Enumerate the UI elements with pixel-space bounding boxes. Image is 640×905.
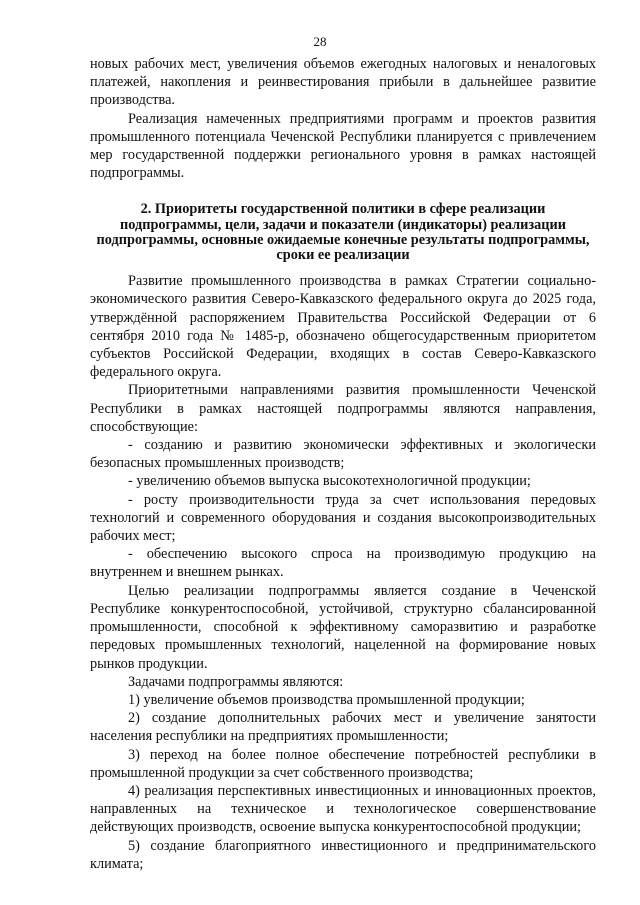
list-item-task-5: 5) создание благоприятного инвестиционного и предпринимательского климата; [90,837,596,872]
paragraph-implementation: Реализация намеченных предприятиями программ и проектов развития промышленного потенциала Чеченской Республики планируется с привлечением мер государственной поддержки регионального уровня в рамках настоящей подпрограммы. [90,110,596,182]
section-heading: 2. Приоритеты государственной политики в сфере реализации подпрограммы, цели, задачи и показатели (индикаторы) реализации подпрограммы, основные ожидаемые конечные результаты подпрограммы, сроки ее реализации [96,201,590,264]
page-number: 28 [313,34,327,49]
list-item-task-3: 3) переход на более полное обеспечение потребностей республики в промышленной продукции за счет собственного производства; [90,746,596,781]
list-item-task-1: 1) увеличение объемов производства промышленной продукции; [128,691,525,708]
document-body [90,55,596,873]
paragraph-tasks-intro: Задачами подпрограммы являются: [128,673,344,690]
list-item-priority-2: - увеличению объемов выпуска высокотехнологичной продукции; [128,473,531,490]
list-item-task-2: 2) создание дополнительных рабочих мест и увеличение занятости населения республики на предприятиях промышленности; [90,710,596,745]
paragraph-continuation: новых рабочих мест, увеличения объемов ежегодных налоговых и неналоговых платежей, накопления и реинвестирования прибыли в дальнейшее развитие производства. [90,56,596,109]
list-item-task-4: 4) реализация перспективных инвестиционных и инновационных проектов, направленных на техническое и технологическое совершенствование действующих производств, освоение выпуска конкурентоспособной продукции; [90,782,596,836]
list-item-priority-3: - росту производительности труда за счет использования передовых технологий и современного оборудования и создания высокопроизводительных рабочих мест; [90,491,596,545]
list-item-priority-4: - обеспечению высокого спроса на производимую продукцию на внутреннем и внешнем рынках. [90,546,596,581]
paragraph-strategy: Развитие промышленного производства в рамках Стратегии социально-экономического развития Северо-Кавказского федерального округа до 2025 года, утверждённой распоряжением Правительства Российской Федерации от 6 сентября 2010 года № 1485-р, обозначено общегосударственным приоритетом субъектов Российской Федерации, входящих в состав Северо-Кавказского федерального округа. [90,273,596,381]
list-item-priority-1: - созданию и развитию экономически эффективных и экологически безопасных промышленных производств; [90,437,596,472]
paragraph-goal: Целью реализации подпрограммы является создание в Чеченской Республике конкурентоспособной, устойчивой, структурно сбалансированной промышленности, способной к эффективному саморазвитию и разработке передовых промышленных технологий, нацеленной на формирование новых рынков продукции. [90,582,596,672]
paragraph-priorities: Приоритетными направлениями развития промышленности Чеченской Республики в рамках настоящей подпрограммы являются направления, способствующие: [90,382,596,435]
